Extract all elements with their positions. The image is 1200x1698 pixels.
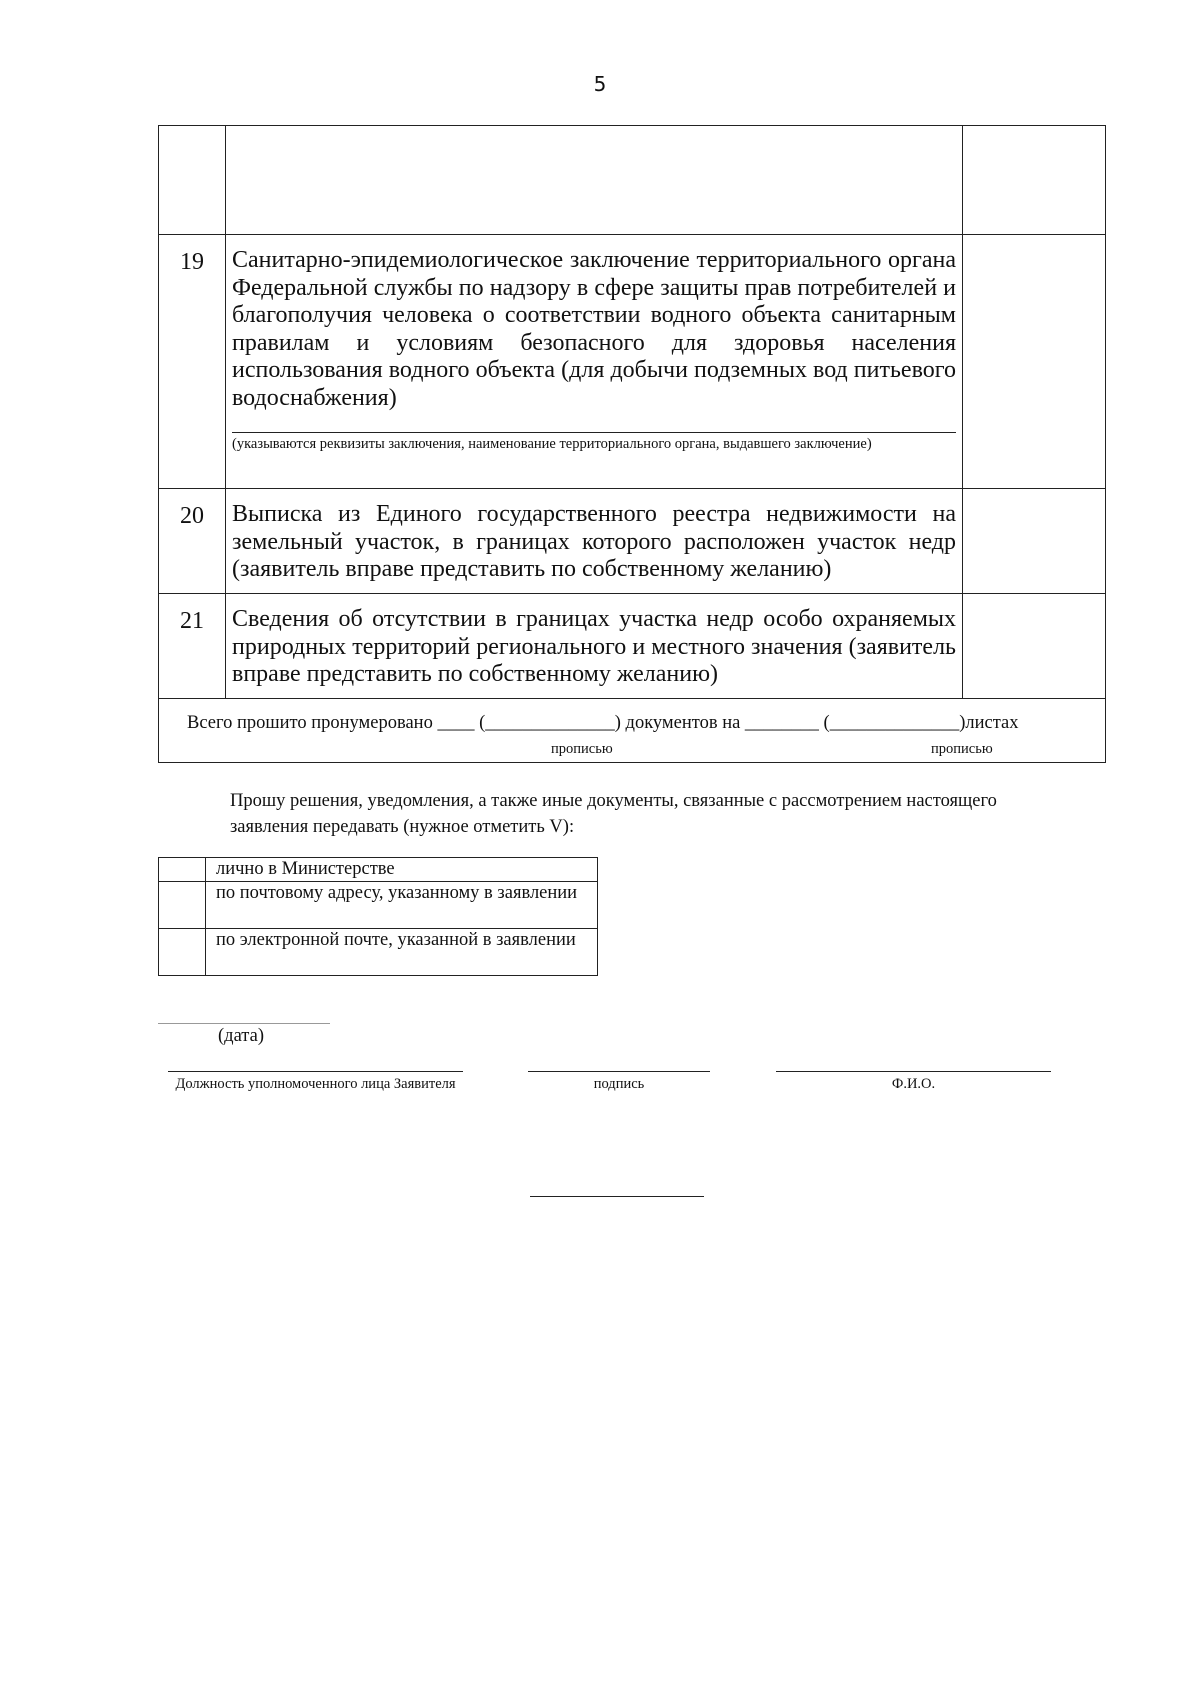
option-checkbox[interactable] [159,882,206,929]
item-number: 19 [159,235,226,489]
number-cell [159,126,226,235]
position-line [168,1071,463,1072]
table-row [159,882,598,929]
end-separator-line [530,1196,704,1197]
position-label: Должность уполномоченного лица Заявителя [175,1076,456,1092]
signature-line [528,1071,710,1072]
table-row [159,858,598,882]
item-text: Сведения об отсутствии в границах участка недр особо охраняемых природных территорий регионального и местного значения (заявитель вправе представить по собственному желанию) [226,594,963,699]
signature-label: подпись [593,1076,645,1092]
documents-table [158,125,1106,763]
mark-cell [963,235,1106,489]
item-text: Санитарно-эпидемиологическое заключение территориального органа Федеральной службы по надзору в сфере защиты прав потребителей и благополучия человека о соответствии водного объекта санитарным правилам и условиям безопасного для здоровья населения использования водного объекта (для добычи подземных вод питьевого водоснабжения) [232,247,956,411]
total-sub-label: прописью [551,741,613,757]
mark-cell [963,594,1106,699]
option-label: по почтовому адресу, указанному в заявлении [206,882,598,929]
page-number: 5 [593,72,607,96]
total-line: Всего прошито пронумеровано ____ (______________) документов на ________ (______________)листах [187,713,1019,733]
item-number: 21 [159,594,226,699]
mark-cell [963,489,1106,594]
table-row [159,235,1106,489]
mark-cell [963,126,1106,235]
table-row [159,594,1106,699]
table-row [159,126,1106,235]
request-paragraph: Прошу решения, уведомления, а также иные документы, связанные с рассмотрением настоящего заявления передавать (нужное отметить V): [230,791,997,837]
delivery-options-table [158,857,598,976]
option-checkbox[interactable] [159,858,206,882]
item-number: 20 [159,489,226,594]
item-note: (указываются реквизиты заключения, наименование территориального органа, выдавшего заключение) [232,432,956,453]
total-cell [159,699,1106,763]
total-sub-label: прописью [931,741,993,757]
option-label: лично в Министерстве [206,858,598,882]
table-row [159,929,598,976]
item-text: Выписка из Единого государственного реестра недвижимости на земельный участок, в границах которого расположен участок недр (заявитель вправе представить по собственному желанию) [226,489,963,594]
table-row [159,699,1106,763]
option-label: по электронной почте, указанной в заявлении [206,929,598,976]
table-row [159,489,1106,594]
option-checkbox[interactable] [159,929,206,976]
document-cell [226,126,963,235]
date-line [158,1023,330,1024]
name-label: Ф.И.О. [891,1076,936,1092]
document-cell [226,235,963,489]
date-label: (дата) [218,1026,264,1046]
name-line [776,1071,1051,1072]
